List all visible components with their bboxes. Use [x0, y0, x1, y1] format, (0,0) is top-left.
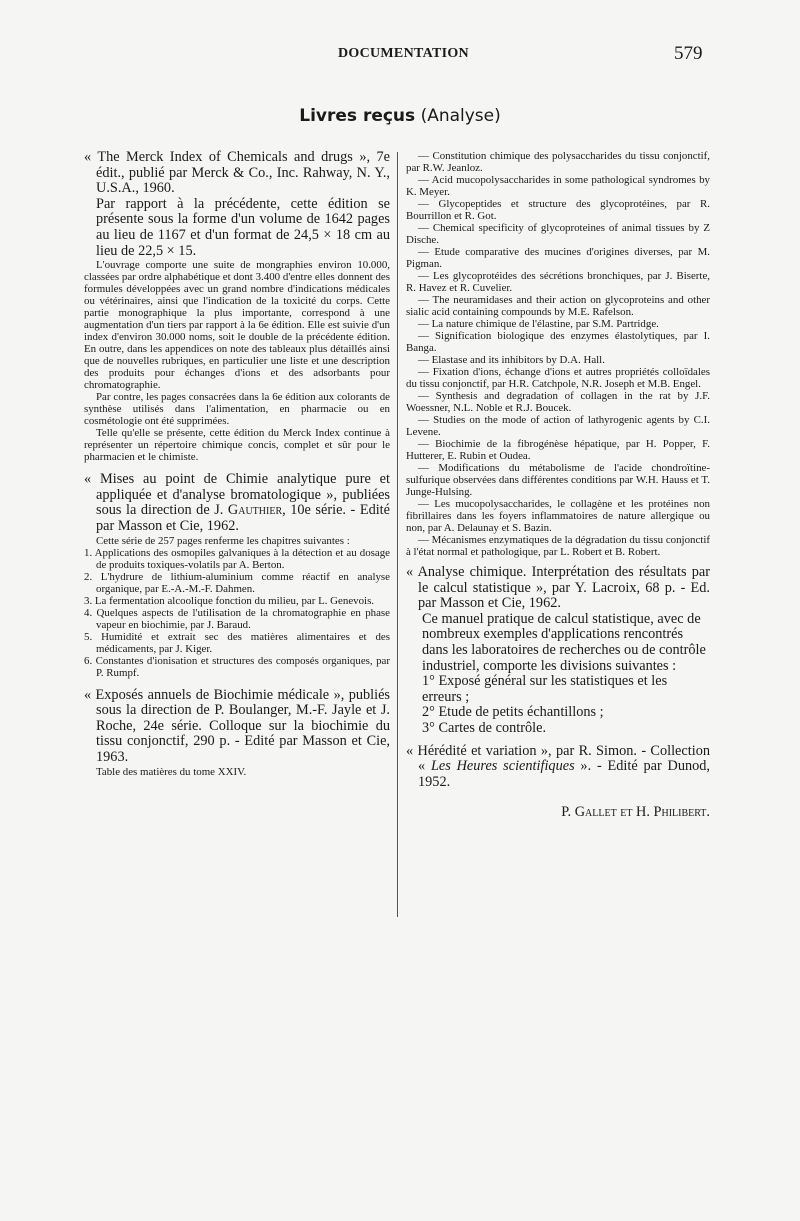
exposes-note: Table des matières du tome XXIV. — [96, 765, 247, 778]
list-item: 2° Etude de petits échantillons ; — [422, 704, 604, 721]
list-item: — Synthesis and degradation of collagen in the rat by J.F. Woessner, N.L. Noble et R.J. Boucek. — [406, 390, 710, 414]
list-item: — Studies on the mode of action of lathyrogenic agents by C.I. Levene. — [406, 414, 710, 438]
review-analyse-chimique — [406, 565, 710, 737]
right-column — [406, 150, 710, 820]
merck-lead: Par rapport à la précédente, cette édition se présente sous la forme d'un volume de 1642 pages au lieu de 1167 et d'un format de 24,5 × 18 cm au lieu de 22,5 × 15. — [96, 195, 390, 259]
signature: P. Gallet et H. Philibert. — [561, 804, 710, 821]
list-item: 1° Exposé général sur les statistiques et les erreurs ; — [422, 673, 668, 705]
review-mises-au-point — [84, 472, 390, 678]
list-item: 3. La fermentation alcoolique fonction du milieu, par L. Genevois. — [84, 594, 375, 607]
analyse-body: Ce manuel pratique de calcul statistique, avec de nombreux exemples d'applications rencontrés dans les laboratoires de recherches ou de contrôle industriel, comporte les divisions suivantes : — [422, 610, 706, 674]
merck-citation: « The Merck Index of Chemicals and drugs », 7e édit., publié par Merck & Co., Inc. Rahway, N. Y., U.S.A., 1960. — [84, 149, 390, 197]
review-exposes-annuels — [84, 688, 390, 778]
list-item: 1. Applications des osmopiles galvaniques à la détection et au dosage de produits toxiques-volatils par A. Berton. — [84, 546, 390, 571]
exposes-table-of-contents — [406, 150, 710, 558]
list-item: — Modifications du métabolisme de l'acide chondroïtine-sulfurique observées dans différentes conditions par W.H. Hauss et T. Junge-Hulsing. — [406, 462, 710, 498]
review-merck-index — [84, 150, 390, 463]
section-title-bold: Livres reçus — [299, 106, 416, 126]
list-item: — Fixation d'ions, échange d'ions et autres propriétés colloïdales du tissu conjonctif, par H.R. Catchpole, N.R. Joseph et M.B. Engel. — [406, 366, 710, 390]
merck-paragraph-2: Par contre, les pages consacrées dans la 6e édition aux colorants de synthèse utilisés dans l'alimentation, en pharmacie ou en cosmétologie ont été supprimées. — [84, 391, 390, 428]
running-title: DOCUMENTATION — [338, 46, 469, 61]
mises-intro: Cette série de 257 pages renferme les chapitres suivantes : — [96, 534, 350, 547]
list-item: — Etude comparative des mucines d'origines diverses, par M. Pigman. — [406, 246, 710, 270]
review-heredite — [406, 744, 710, 791]
page-number: 579 — [674, 43, 703, 64]
list-item: — Biochimie de la fibrogénèse hépatique, par H. Popper, F. Hutterer, E. Rubin et Oudea. — [406, 438, 710, 462]
list-item: — La nature chimique de l'élastine, par S.M. Partridge. — [418, 318, 659, 330]
exposes-citation: « Exposés annuels de Biochimie médicale », publiés sous la direction de P. Boulanger, M.-F. Jayle et J. Roche, 24e série. Colloque sur la biochimie du tissu conjonctif, 290 p. - Edité par Masson et Cie, 1963. — [84, 686, 390, 765]
list-item: 4. Quelques aspects de l'utilisation de la chromatographie en phase vapeur en biochimie, par J. Baraud. — [84, 606, 390, 631]
list-item: 6. Constantes d'ionisation et structures des composés organiques, par P. Rumpf. — [84, 654, 390, 679]
heredite-citation: « Hérédité et variation », par R. Simon. - Collection « Les Heures scientifiques ». - Edité par Dunod, 1952. — [406, 742, 710, 790]
left-column — [84, 150, 390, 778]
section-title — [0, 106, 800, 126]
list-item: 3° Cartes de contrôle. — [422, 719, 547, 736]
list-item: 2. L'hydrure de lithium-aluminium comme réactif en analyse organique, par E.-A.-M.-F. Dahmen. — [84, 570, 390, 595]
list-item: — Elastase and its inhibitors by D.A. Hall. — [418, 354, 605, 366]
list-item: — Signification biologique des enzymes élastolytiques, par I. Banga. — [406, 330, 710, 354]
list-item: — Glycopeptides et structure des glycoprotéines, par R. Bourrillon et R. Got. — [406, 198, 710, 222]
running-header — [0, 43, 800, 66]
list-item: — The neuramidases and their action on glycoproteins and other sialic acid containing compounds by M.E. Rafelson. — [406, 294, 710, 318]
merck-paragraph-3: Telle qu'elle se présente, cette édition du Merck Index continue à représenter un répertoire chimique concis, complet et sûr pour le pharmacien et le chimiste. — [84, 427, 390, 464]
merck-paragraph-1: L'ouvrage comporte une suite de mongraphies environ 10.000, classées par ordre alphabétique et dont 3.400 d'entre elles donnent des formules développées avec un grand nombre d'indications médicales ou vétérinaires, ainsi que l'indication de la toxicité du corps. Cette partie monographique la plus importante, correspond à une augmentation d'un tiers par rapport à la 6e édition. Elle est suivie d'un index d'environ 30.000 noms, soit le double de la précédente édition. En outre, dans les appendices on note des tableaux plus détaillés ainsi que de nouvelles rubriques, en particulier une liste et une description des produits pour échanges d'ions et des adsorbants pour chromatographie. — [84, 259, 390, 392]
mises-citation: « Mises au point de Chimie analytique pure et appliquée et d'analyse bromatologique », publiées sous la direction de J. Gauthier, 10e série. - Edité par Masson et Cie, 1962. — [84, 471, 391, 534]
list-item: — Les glycoprotéides des sécrétions bronchiques, par J. Biserte, R. Havez et R. Cuvelier. — [406, 270, 710, 294]
column-divider — [397, 152, 398, 917]
analyse-citation: « Analyse chimique. Interprétation des résultats par le calcul statistique », par Y. Lacroix, 68 p. - Ed. par Masson et Cie, 1962. — [406, 564, 710, 612]
list-item: 5. Humidité et extrait sec des matières alimentaires et des médicaments, par J. Kiger. — [84, 630, 390, 655]
list-item: — Chemical specificity of glycoproteines of animal tissues by Z Dische. — [406, 222, 710, 246]
list-item: — Les mucopolysaccharides, le collagène et les protéines non fibrillaires dans les foyers inflammatoires de nature allergique ou non, par A. Delaunay et S. Bazin. — [406, 498, 710, 534]
list-item: — Constitution chimique des polysaccharides du tissu conjonctif, par R.W. Jeanloz. — [406, 150, 710, 174]
list-item: — Mécanismes enzymatiques de la dégradation du tissu conjonctif à l'état normal et pathologique, par L. Robert et B. Robert. — [406, 534, 710, 558]
list-item: — Acid mucopolysaccharides in some pathological syndromes by K. Meyer. — [406, 174, 710, 198]
section-title-rest: (Analyse) — [420, 106, 501, 126]
mises-chapter-list — [84, 547, 390, 679]
